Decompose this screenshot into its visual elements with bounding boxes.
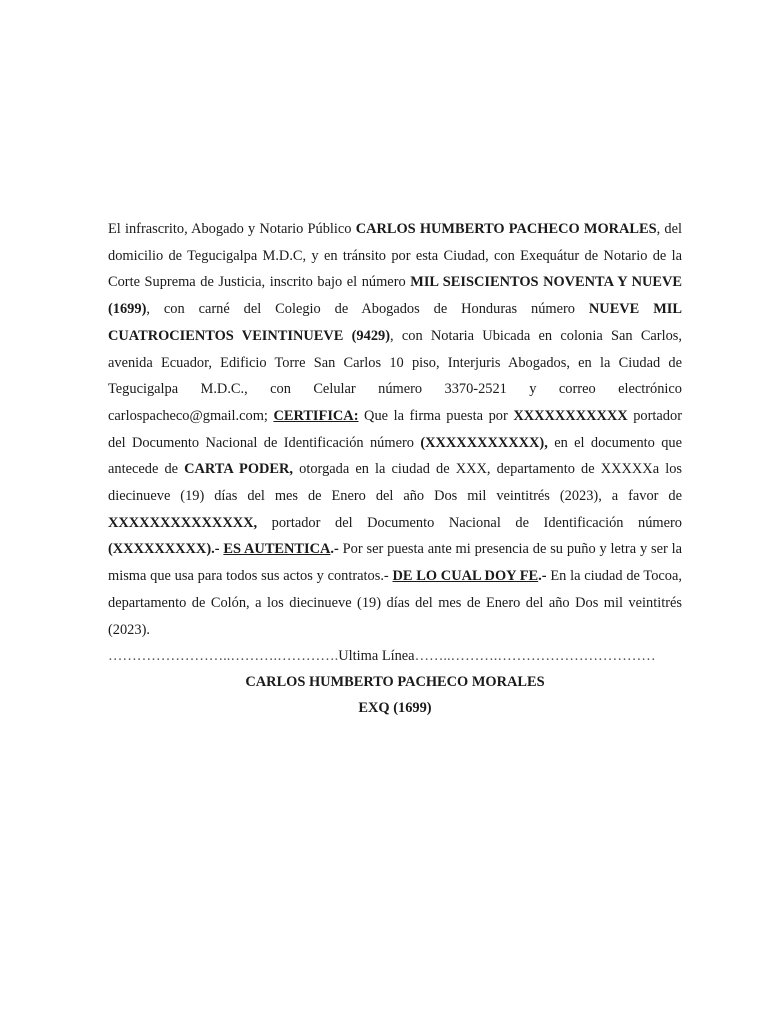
paragraph-segment: DE LO CUAL DOY FE xyxy=(392,568,539,585)
paragraph-segment: NUEVE MIL CUATROCIENTOS VEINTINUEVE (9429) xyxy=(108,301,682,344)
paragraph-segment: En la ciudad de Tocoa, departamento de Colón, a los diecinueve (19) días del mes de Enero del año Dos mil veintitrés (2023). xyxy=(108,568,682,638)
notary-exequatur: EXQ (1699) xyxy=(358,700,432,717)
paragraph-segment: , con Notaria Ubicada en colonia San Carlos, avenida Ecuador, Edificio Torre San Carlos 10 piso, Interjuris Abogados, en la Ciudad de Tegucigalpa M.D.C., con Celular número 3370-2521 y correo electrónico carlospacheco@gmail.com; xyxy=(108,327,682,424)
last-line-label: Ultima Línea xyxy=(338,648,415,665)
paragraph-segment: otorgada en la ciudad de XXX, departamento de XXXXXa los diecinueve (19) días del mes de Enero del año Dos mil veintitrés (2023), a favor de xyxy=(108,461,682,505)
paragraph-segment: portador del Documento Nacional de Identificación número xyxy=(108,407,682,451)
paragraph-segment: ES AUTENTICA xyxy=(223,541,331,558)
last-line-left-dots: ……………………..……….…………. xyxy=(108,648,339,665)
paragraph-segment: en el documento que antecede de xyxy=(108,434,682,478)
paragraph-segment: CARLOS HUMBERTO PACHECO MORALES xyxy=(355,221,657,237)
paragraph-segment: (XXXXXXXXX).- xyxy=(108,541,220,558)
paragraph-segment: MIL SEISCIENTOS NOVENTA Y NUEVE (1699) xyxy=(108,274,682,318)
paragraph-segment: Que la firma puesta por xyxy=(358,407,514,424)
paragraph-segment: (XXXXXXXXXXX), xyxy=(420,434,548,451)
notary-name: CARLOS HUMBERTO PACHECO MORALES xyxy=(245,674,545,691)
paragraph-segment: .- xyxy=(538,568,547,585)
certification-paragraph xyxy=(108,216,682,643)
paragraph-segment: CERTIFICA: xyxy=(273,407,359,424)
last-line-right-dots: ……..……….…………………………… xyxy=(414,648,656,665)
paragraph-segment: , con carné del Colegio de Abogados de Honduras número xyxy=(146,301,589,318)
paragraph-segment: Por ser puesta ante mi presencia de su puño y letra y ser la misma que usa para todos sus actos y contratos.- xyxy=(108,541,683,585)
last-line-marker xyxy=(108,643,682,669)
paragraph-segment: XXXXXXXXXXX xyxy=(513,407,628,424)
paragraph-segment: XXXXXXXXXXXXXX, xyxy=(108,514,258,531)
paragraph-segment: portador del Documento Nacional de Identificación número xyxy=(257,514,682,531)
paragraph-segment: CARTA PODER, xyxy=(184,461,294,478)
paragraph-segment: .- xyxy=(330,541,339,558)
paragraph-segment: , del domicilio de Tegucigalpa M.D.C, y en tránsito por esta Ciudad, con Exequátur de Notario de la Corte Suprema de Justicia, inscrito bajo el número xyxy=(108,221,682,291)
paragraph-segment: El infrascrito, Abogado y Notario Público xyxy=(108,221,356,237)
document-page xyxy=(108,216,682,721)
